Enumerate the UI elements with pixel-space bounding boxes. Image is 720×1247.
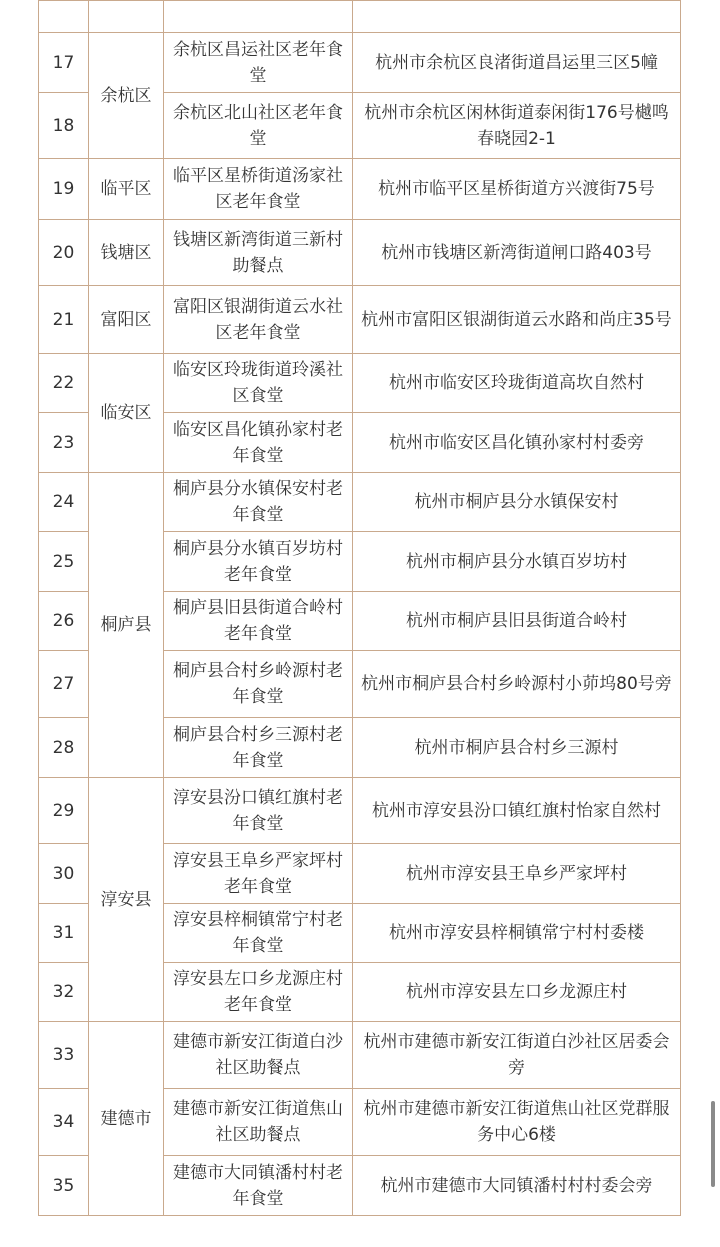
district-cell: 桐庐县 [89, 473, 164, 778]
canteen-address: 杭州市临安区昌化镇孙家村村委旁 [353, 413, 681, 473]
row-number: 32 [39, 963, 89, 1022]
row-number: 26 [39, 592, 89, 651]
row-number: 29 [39, 778, 89, 844]
table-row [39, 33, 681, 93]
canteen-name: 淳安县汾口镇红旗村老年食堂 [164, 778, 353, 844]
canteen-address: 杭州市建德市新安江街道焦山社区党群服务中心6楼 [353, 1089, 681, 1156]
row-number: 31 [39, 904, 89, 963]
canteen-name: 临平区星桥街道汤家社区老年食堂 [164, 159, 353, 220]
canteen-name: 桐庐县旧县街道合岭村老年食堂 [164, 592, 353, 651]
canteen-name: 建德市新安江街道焦山社区助餐点 [164, 1089, 353, 1156]
canteen-name: 富阳区银湖街道云水社区老年食堂 [164, 286, 353, 354]
canteen-name: 建德市大同镇潘村村老年食堂 [164, 1156, 353, 1216]
row-number: 22 [39, 354, 89, 413]
table-row [39, 286, 681, 354]
table-row [39, 473, 681, 532]
district-cell: 临安区 [89, 354, 164, 473]
district-cell [89, 1, 164, 33]
canteen-address: 杭州市富阳区银湖街道云水路和尚庄35号 [353, 286, 681, 354]
district-cell: 钱塘区 [89, 220, 164, 286]
canteen-address: 杭州市临平区星桥街道方兴渡街75号 [353, 159, 681, 220]
canteen-name: 临安区玲珑街道玲溪社区食堂 [164, 354, 353, 413]
canteen-name: 淳安县王阜乡严家坪村老年食堂 [164, 844, 353, 904]
canteen-name: 余杭区北山社区老年食堂 [164, 93, 353, 159]
canteen-address: 杭州市临安区玲珑街道高坎自然村 [353, 354, 681, 413]
canteen-name: 桐庐县分水镇保安村老年食堂 [164, 473, 353, 532]
table-row [39, 354, 681, 413]
district-cell: 淳安县 [89, 778, 164, 1022]
row-number: 21 [39, 286, 89, 354]
district-cell: 建德市 [89, 1022, 164, 1216]
canteen-name: 钱塘区新湾街道三新村助餐点 [164, 220, 353, 286]
table-row [39, 159, 681, 220]
canteen-address: 杭州市淳安县左口乡龙源庄村 [353, 963, 681, 1022]
canteen-name: 余杭区昌运社区老年食堂 [164, 33, 353, 93]
row-number: 27 [39, 651, 89, 718]
row-number: 18 [39, 93, 89, 159]
canteen-name: 临安区昌化镇孙家村老年食堂 [164, 413, 353, 473]
table-row-top-stub [39, 1, 681, 33]
canteen-address [353, 1, 681, 33]
row-number: 24 [39, 473, 89, 532]
canteen-name: 桐庐县分水镇百岁坊村老年食堂 [164, 532, 353, 592]
district-cell: 余杭区 [89, 33, 164, 159]
canteen-name: 淳安县梓桐镇常宁村老年食堂 [164, 904, 353, 963]
canteen-address: 杭州市桐庐县分水镇百岁坊村 [353, 532, 681, 592]
canteen-name: 桐庐县合村乡岭源村老年食堂 [164, 651, 353, 718]
canteen-table [38, 0, 681, 1216]
table-row [39, 778, 681, 844]
canteen-name: 桐庐县合村乡三源村老年食堂 [164, 718, 353, 778]
district-cell: 临平区 [89, 159, 164, 220]
canteen-address: 杭州市建德市大同镇潘村村村委会旁 [353, 1156, 681, 1216]
canteen-name: 淳安县左口乡龙源庄村老年食堂 [164, 963, 353, 1022]
row-number: 34 [39, 1089, 89, 1156]
canteen-address: 杭州市桐庐县分水镇保安村 [353, 473, 681, 532]
canteen-address: 杭州市余杭区闲林街道泰闲街176号樾鸣春晓园2-1 [353, 93, 681, 159]
row-number: 30 [39, 844, 89, 904]
canteen-address: 杭州市钱塘区新湾街道闸口路403号 [353, 220, 681, 286]
row-number: 35 [39, 1156, 89, 1216]
row-number: 19 [39, 159, 89, 220]
row-number: 23 [39, 413, 89, 473]
canteen-address: 杭州市建德市新安江街道白沙社区居委会旁 [353, 1022, 681, 1089]
table-row [39, 220, 681, 286]
row-number: 25 [39, 532, 89, 592]
canteen-name [164, 1, 353, 33]
scrollbar-thumb[interactable] [711, 1101, 715, 1187]
canteen-address: 杭州市淳安县汾口镇红旗村怡家自然村 [353, 778, 681, 844]
canteen-address: 杭州市桐庐县合村乡三源村 [353, 718, 681, 778]
table-row [39, 1022, 681, 1089]
canteen-address: 杭州市桐庐县合村乡岭源村小茆坞80号旁 [353, 651, 681, 718]
canteen-address: 杭州市淳安县王阜乡严家坪村 [353, 844, 681, 904]
district-cell: 富阳区 [89, 286, 164, 354]
row-number: 28 [39, 718, 89, 778]
canteen-address: 杭州市淳安县梓桐镇常宁村村委楼 [353, 904, 681, 963]
row-number: 20 [39, 220, 89, 286]
row-number: 17 [39, 33, 89, 93]
canteen-address: 杭州市桐庐县旧县街道合岭村 [353, 592, 681, 651]
canteen-table-container [38, 0, 680, 1216]
row-number [39, 1, 89, 33]
row-number: 33 [39, 1022, 89, 1089]
canteen-name: 建德市新安江街道白沙社区助餐点 [164, 1022, 353, 1089]
canteen-address: 杭州市余杭区良渚街道昌运里三区5幢 [353, 33, 681, 93]
